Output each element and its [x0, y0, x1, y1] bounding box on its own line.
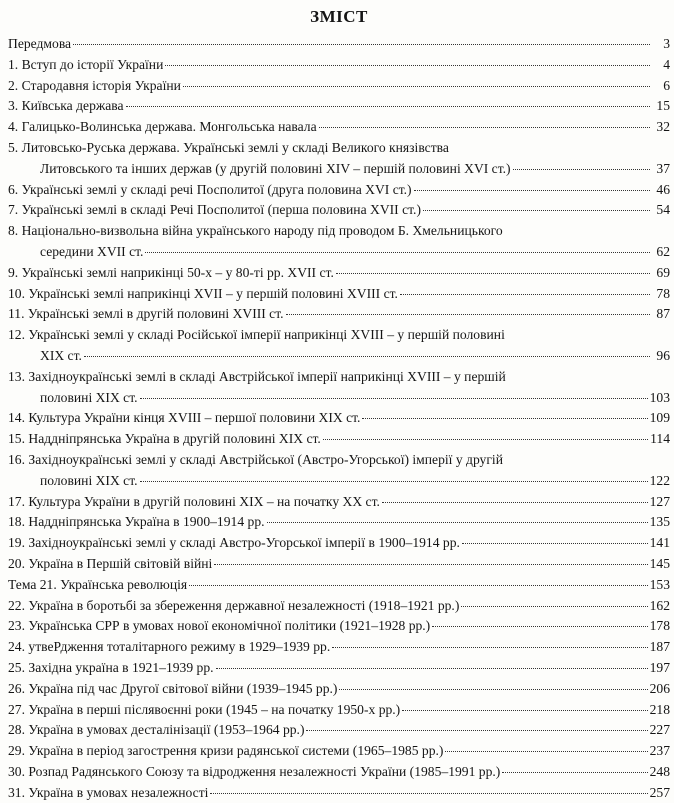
toc-entry-title: Передмова	[8, 36, 72, 51]
toc-entry-title: 15. Наддніпрянська Україна в другій половині XIX ст.	[8, 431, 321, 447]
toc-entry-title: 17. Культура України в другій половині XIX – на початку XX ст.	[8, 493, 380, 509]
toc-entry-line	[8, 408, 670, 429]
dot-leader	[445, 751, 647, 752]
toc-entry-title: половині XIX ст.	[40, 389, 138, 405]
table-of-contents	[8, 34, 670, 803]
dot-leader	[165, 65, 650, 66]
toc-entry-line	[8, 221, 670, 242]
toc-entry-line	[8, 533, 670, 554]
toc-entry-title: XIX ст.	[40, 347, 82, 363]
dot-leader	[432, 626, 647, 627]
toc-page-number: 114	[650, 431, 670, 447]
toc-entry	[8, 138, 670, 180]
toc-entry-title: 19. Західноукраїнські землі у складі Австро-Угорської імперії в 1900–1914 рр.	[8, 535, 460, 551]
toc-entry-line	[8, 429, 670, 450]
toc-entry	[8, 221, 670, 263]
toc-entry-title: 5. Литовсько-Руська держава. Українські землі у складі Великого князівства	[8, 139, 449, 155]
toc-entry	[8, 34, 670, 55]
dot-leader	[189, 585, 647, 586]
dot-leader	[339, 689, 647, 690]
toc-entry-title: 9. Українські землі наприкінці 50-х – у 80-ті рр. XVII ст.	[8, 264, 334, 280]
toc-entry-title: 2. Стародавня історія України	[8, 77, 181, 93]
toc-page-number: 87	[656, 306, 670, 322]
toc-page-number: 127	[649, 493, 670, 509]
toc-page-number: 4	[663, 56, 670, 72]
toc-entry-line	[8, 658, 670, 679]
toc-entry-continuation	[8, 388, 670, 409]
dot-leader	[402, 710, 647, 711]
dot-leader	[84, 356, 650, 357]
toc-page-number: 78	[656, 285, 670, 301]
toc-entry-line	[8, 138, 670, 159]
toc-entry-title: 30. Розпад Радянського Союзу та відродження незалежності України (1985–1991 рр.)	[8, 763, 501, 779]
toc-page-number: 6	[663, 77, 670, 93]
toc-entry	[8, 720, 670, 741]
toc-entry	[8, 533, 670, 554]
page-title: ЗМІСТ	[310, 7, 368, 26]
toc-entry-title: 22. Україна в боротьбі за збереження державної незалежності (1918–1921 рр.)	[8, 597, 460, 613]
toc-entry-line	[8, 450, 670, 471]
dot-leader	[306, 730, 647, 731]
dot-leader	[332, 647, 647, 648]
toc-entry-line	[8, 304, 670, 325]
dot-leader	[502, 772, 647, 773]
toc-entry-line	[8, 325, 670, 346]
toc-entry-title: 26. Україна під час Другої світової війни (1939–1945 рр.)	[8, 680, 338, 696]
toc-entry	[8, 304, 670, 325]
toc-entry-title: 1. Вступ до історії України	[8, 56, 164, 72]
toc-page-number: 54	[656, 202, 670, 218]
toc-entry-title: 16. Західноукраїнські землі у складі Австрійської (Австро-Угорської) імперії у другій	[8, 451, 503, 467]
dot-leader	[126, 106, 650, 107]
toc-entry	[8, 325, 670, 367]
toc-entry-line	[8, 367, 670, 388]
toc-entry	[8, 575, 670, 596]
toc-entry-title: 14. Культура України кінця XVIII – першої половини XIX ст.	[8, 410, 361, 426]
dot-leader	[461, 606, 647, 607]
toc-entry	[8, 700, 670, 721]
toc-entry-title: 13. Західноукраїнські землі в складі Австрійської імперії наприкінці XVIII – у першій	[8, 368, 506, 384]
toc-entry	[8, 512, 670, 533]
dot-leader	[400, 294, 650, 295]
toc-page-number: 257	[649, 784, 670, 800]
toc-entry-continuation	[8, 346, 670, 367]
toc-entry-line	[8, 96, 670, 117]
toc-entry-title: 11. Українські землі в другій половині XVIII ст.	[8, 306, 284, 322]
toc-entry	[8, 284, 670, 305]
toc-entry-line	[8, 741, 670, 762]
dot-leader	[462, 543, 648, 544]
toc-entry	[8, 616, 670, 637]
dot-leader	[362, 418, 647, 419]
toc-entry-title: 12. Українські землі у складі Російської імперії наприкінці XVIII – у першій половині	[8, 327, 505, 343]
toc-entry	[8, 408, 670, 429]
toc-entry-title: 4. Галицько-Волинська держава. Монгольська навала	[8, 119, 317, 135]
dot-leader	[183, 86, 650, 87]
dot-leader	[286, 314, 650, 315]
dot-leader	[140, 481, 648, 482]
toc-entry-title: 3. Київська держава	[8, 98, 124, 114]
toc-entry	[8, 96, 670, 117]
toc-entry-line	[8, 55, 670, 76]
toc-page-number: 206	[649, 680, 670, 696]
toc-entry-line	[8, 180, 670, 201]
toc-entry-line	[8, 200, 670, 221]
toc-page-number: 248	[649, 763, 670, 779]
toc-page-number: 178	[649, 618, 670, 634]
toc-entry-line	[8, 34, 670, 55]
toc-entry-line	[8, 492, 670, 513]
toc-entry-title: 28. Україна в умовах десталінізації (1953–1964 рр.)	[8, 722, 305, 738]
toc-entry	[8, 492, 670, 513]
toc-page-number: 145	[649, 555, 670, 571]
toc-page-number: 135	[649, 514, 670, 530]
toc-entry-title: 10. Українські землі наприкінці XVII – у першій половині XVIII ст.	[8, 285, 398, 301]
toc-entry-title: 31. Україна в умовах незалежності	[8, 784, 209, 800]
toc-entry	[8, 367, 670, 409]
toc-entry-title: 8. Національно-визвольна війна українського народу під проводом Б. Хмельницького	[8, 223, 503, 239]
toc-page-number: 46	[656, 181, 670, 197]
toc-entry-line	[8, 637, 670, 658]
toc-entry	[8, 679, 670, 700]
toc-entry	[8, 637, 670, 658]
toc-page-number: 15	[656, 98, 670, 114]
toc-entry-title: 27. Україна в перші післявоєнні роки (1945 – на початку 1950-х рр.)	[8, 701, 401, 717]
toc-page-number: 141	[649, 535, 670, 551]
toc-entry-line	[8, 117, 670, 138]
dot-leader	[319, 127, 650, 128]
toc-entry	[8, 55, 670, 76]
toc-entry	[8, 596, 670, 617]
toc-entry-title: 7. Українські землі в складі Речі Посполитої (перша половина XVII ст.)	[8, 202, 421, 218]
toc-page-number: 103	[649, 389, 670, 405]
toc-page-number: 197	[649, 659, 670, 675]
toc-entry-title: 23. Українська СРР в умовах нової економічної політики (1921–1928 рр.)	[8, 618, 431, 634]
toc-entry-line	[8, 76, 670, 97]
toc-entry-line	[8, 700, 670, 721]
toc-entry-title: 6. Українські землі у складі речі Посполитої (друга половина XVI ст.)	[8, 181, 412, 197]
toc-entry-title: Литовського та інших держав (у другій половині XIV – першій половині XVI ст.)	[40, 160, 511, 176]
toc-entry-line	[8, 554, 670, 575]
toc-entry-continuation	[8, 242, 670, 263]
toc-entry	[8, 450, 670, 492]
toc-entry	[8, 117, 670, 138]
toc-entry	[8, 741, 670, 762]
toc-page-number: 62	[656, 243, 670, 259]
toc-entry-continuation	[8, 471, 670, 492]
toc-entry	[8, 658, 670, 679]
dot-leader	[216, 668, 648, 669]
toc-page-number: 153	[649, 576, 670, 592]
toc-entry	[8, 76, 670, 97]
dot-leader	[336, 273, 650, 274]
toc-entry	[8, 762, 670, 783]
toc-entry-title: половині XIX ст.	[40, 472, 138, 488]
dot-leader	[414, 190, 650, 191]
toc-entry	[8, 200, 670, 221]
toc-entry	[8, 263, 670, 284]
toc-page-number: 227	[649, 722, 670, 738]
toc-page-number: 69	[656, 264, 670, 280]
dot-leader	[267, 522, 648, 523]
dot-leader	[140, 398, 648, 399]
dot-leader	[423, 210, 650, 211]
toc-entry-line	[8, 679, 670, 700]
toc-entry-line	[8, 575, 670, 596]
toc-entry-line	[8, 596, 670, 617]
dot-leader	[145, 252, 650, 253]
dot-leader	[513, 169, 650, 170]
toc-entry-line	[8, 263, 670, 284]
toc-page-number: 96	[656, 347, 670, 363]
toc-entry-line	[8, 720, 670, 741]
toc-page-number: 237	[649, 743, 670, 759]
toc-entry-line	[8, 762, 670, 783]
toc-entry-title: 29. Україна в період загострення кризи радянської системи (1965–1985 рр.)	[8, 743, 444, 759]
toc-entry-title: 18. Наддніпрянська Україна в 1900–1914 рр.	[8, 514, 265, 530]
dot-leader	[73, 44, 650, 45]
toc-entry	[8, 554, 670, 575]
toc-page-number: 122	[649, 472, 670, 488]
toc-page-number: 3	[663, 36, 670, 51]
dot-leader	[210, 793, 647, 794]
toc-entry	[8, 180, 670, 201]
toc-page-number: 162	[649, 597, 670, 613]
toc-page-number: 218	[649, 701, 670, 717]
toc-entry-title: середини XVII ст.	[40, 243, 144, 259]
toc-entry-line	[8, 616, 670, 637]
toc-page-number: 109	[649, 410, 670, 426]
toc-entry-title: 24. утвеРдження тоталітарного режиму в 1929–1939 рр.	[8, 639, 331, 655]
toc-page-number: 187	[649, 639, 670, 655]
toc-entry-continuation	[8, 159, 670, 180]
toc-entry-title: 20. Україна в Першій світовій війні	[8, 555, 213, 571]
toc-entry-title: Тема 21. Українська революція	[8, 576, 188, 592]
dot-leader	[214, 564, 647, 565]
toc-page-number: 37	[656, 160, 670, 176]
toc-entry-title: 25. Західна україна в 1921–1939 рр.	[8, 659, 214, 675]
dot-leader	[382, 502, 648, 503]
toc-entry-line	[8, 284, 670, 305]
toc-entry-line	[8, 512, 670, 533]
toc-page-number: 32	[656, 119, 670, 135]
toc-entry	[8, 429, 670, 450]
dot-leader	[323, 439, 648, 440]
